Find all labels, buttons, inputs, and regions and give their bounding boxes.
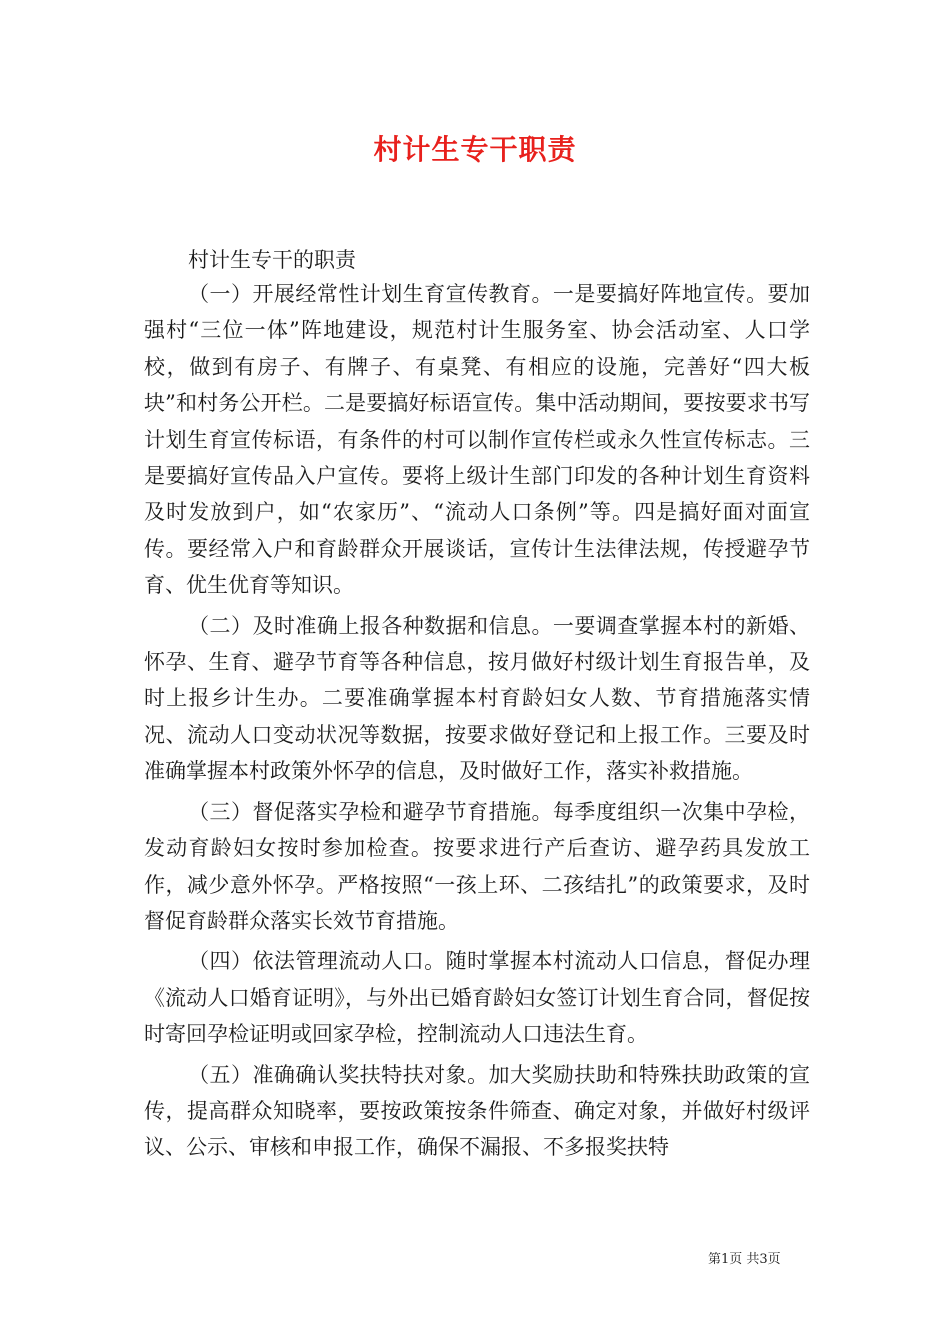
paragraph-4: （四）依法管理流动人口。随时掌握本村流动人口信息，督促办理《流动人口婚育证明》，与外出已婚育龄妇女签订计划生育合同，督促按时寄回孕检证明或回家孕检，控制流动人口违法生育。	[144, 949, 810, 1047]
paragraph-1: （一）开展经常性计划生育宣传教育。一是要搞好阵地宣传。要加强村“三位一体”阵地建设，规范村计生服务室、协会活动室、人口学校，做到有房子、有牌子、有桌凳、有相应的设施，完善好“四大板块”和村务公开栏。二是要搞好标语宣传。集中活动期间，要按要求书写计划生育宣传标语，有条件的村可以制作宣传栏或永久性宣传标志。三是要搞好宣传品入户宣传。要将上级计生部门印发的各种计划生育资料及时发放到户，如“农家历”、“流动人口条例”等。四是搞好面对面宣传。要经常入户和育龄群众开展谈话，宣传计生法律法规，传授避孕节育、优生优育等知识。	[144, 282, 810, 598]
paragraph-3: （三）督促落实孕检和避孕节育措施。每季度组织一次集中孕检，发动育龄妇女按时参加检查。按要求进行产后查访、避孕药具发放工作，减少意外怀孕。严格按照“一孩上环、二孩结扎”的政策要求，及时督促育龄群众落实长效节育措施。	[144, 799, 810, 933]
page-number: 第1页 共3页	[708, 1252, 781, 1267]
document-subtitle: 村计生专干的职责	[188, 248, 356, 272]
paragraph-5: （五）准确确认奖扶特扶对象。加大奖励扶助和特殊扶助政策的宣传，提高群众知晓率，要按政策按条件筛查、确定对象，并做好村级评议、公示、审核和申报工作，确保不漏报、不多报奖扶特	[144, 1062, 810, 1160]
document-body	[144, 276, 810, 1166]
document-title: 村计生专干职责	[373, 133, 577, 166]
paragraph-2: （二）及时准确上报各种数据和信息。一要调查掌握本村的新婚、怀孕、生育、避孕节育等各种信息，按月做好村级计划生育报告单，及时上报乡计生办。二要准确掌握本村育龄妇女人数、节育措施落实情况、流动人口变动状况等数据，按要求做好登记和上报工作。三要及时准确掌握本村政策外怀孕的信息，及时做好工作，落实补救措施。	[144, 613, 810, 784]
